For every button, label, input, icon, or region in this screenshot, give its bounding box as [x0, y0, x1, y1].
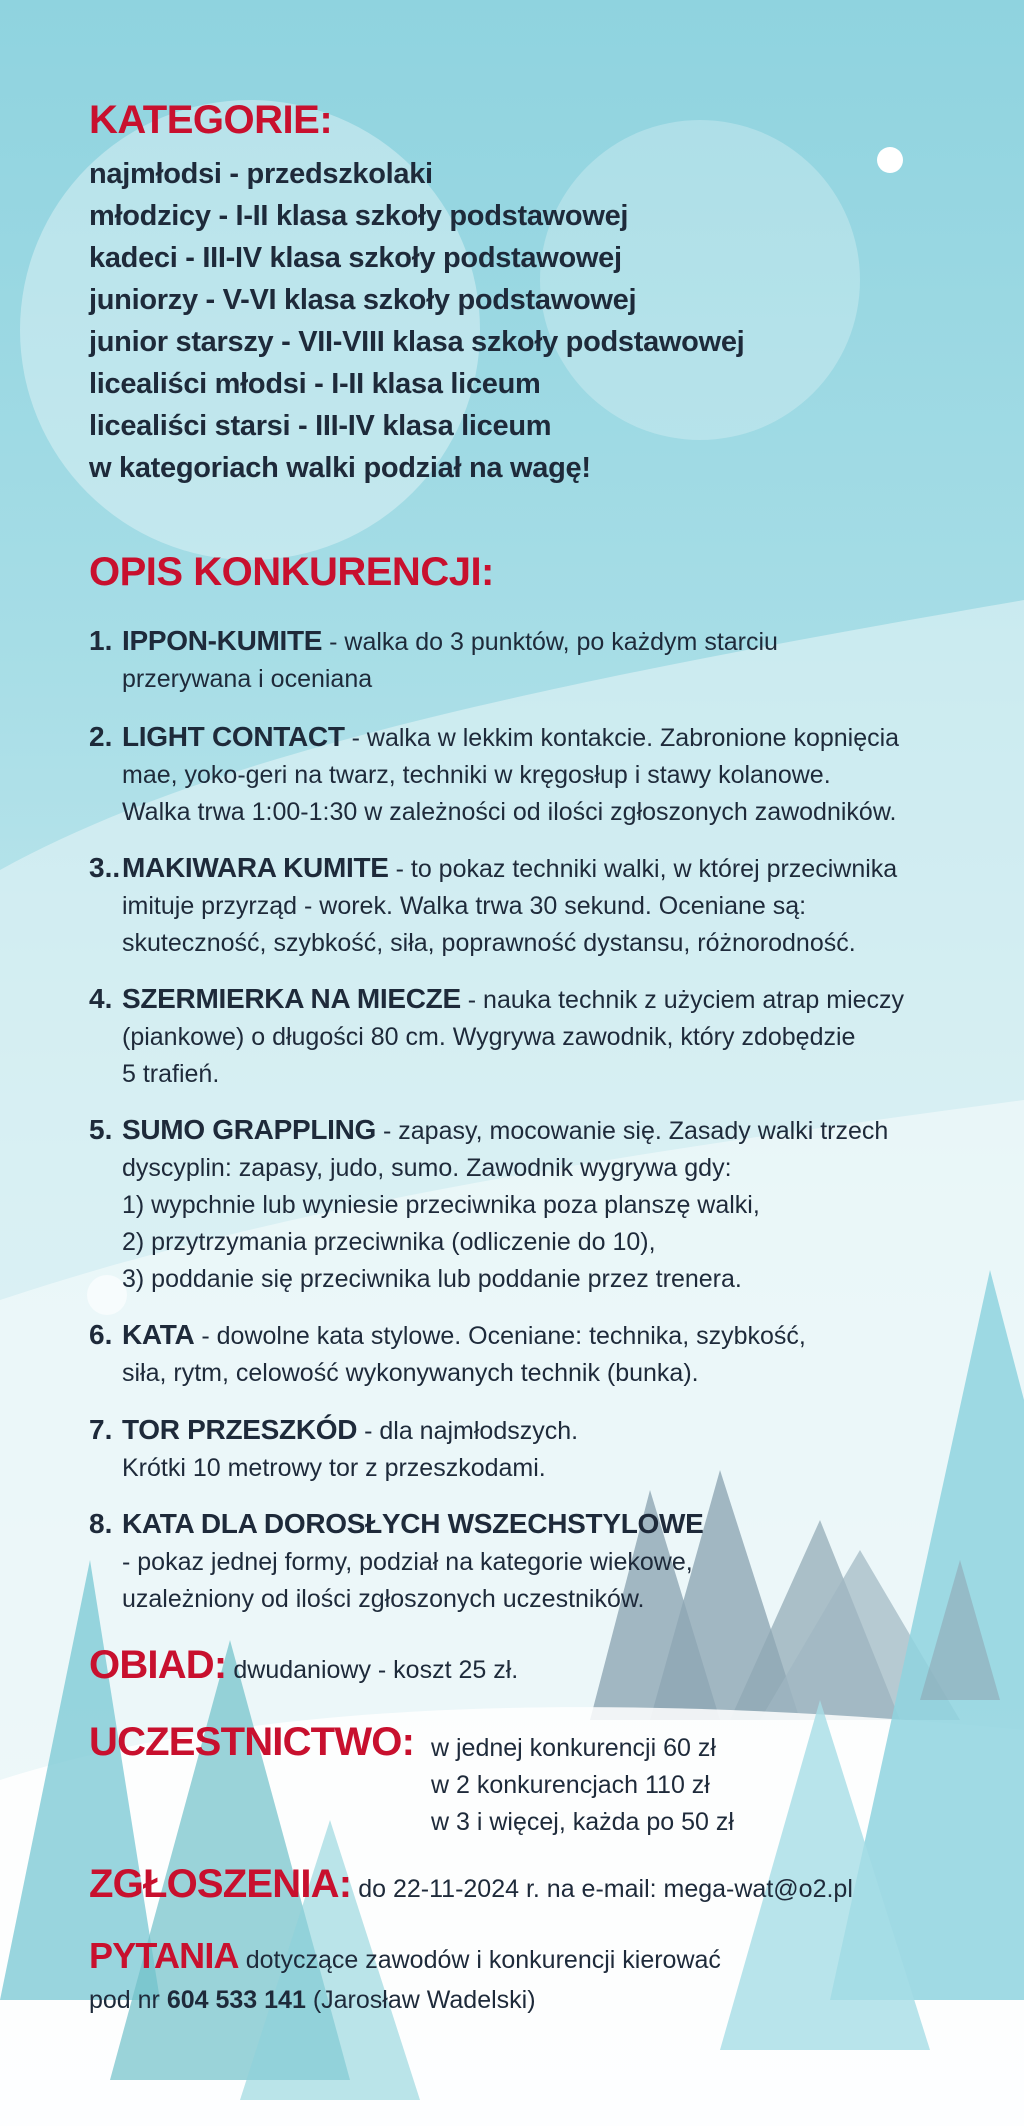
snowball-small [877, 147, 903, 173]
uczestnictwo-row [89, 1720, 414, 1765]
kategorie-title: KATEGORIE: [89, 98, 333, 142]
opis-item-6 [89, 1316, 806, 1392]
item-name: LIGHT CONTACT [122, 721, 345, 752]
obiad-label: OBIAD: [89, 1643, 227, 1687]
item-line: przerywana i oceniana [122, 665, 373, 693]
item-desc: - to pokaz techniki walki, w której przeciwnika [388, 855, 898, 883]
pytania-pre: pod nr [89, 1986, 167, 2014]
item-desc: - dowolne kata stylowe. Oceniane: technika, szybkość, [194, 1322, 806, 1350]
item-desc: - dla najmłodszych. [357, 1417, 579, 1445]
price-item: w 3 i więcej, każda po 50 zł [431, 1808, 734, 1836]
item-name: TOR PRZESZKÓD [122, 1414, 358, 1445]
kategoria-item: młodzicy - I-II klasa szkoły podstawowej [89, 200, 629, 232]
pytania-contact: (Jarosław Wadelski) [305, 1986, 536, 2014]
pytania-label: PYTANIA [89, 1935, 239, 1976]
opis-item-8 [89, 1505, 703, 1618]
kategoria-item: najmłodsi - przedszkolaki [89, 158, 433, 190]
opis-item-4 [89, 980, 904, 1093]
item-desc: - walka do 3 punktów, po każdym starciu [322, 628, 778, 656]
zgloszenia-label: ZGŁOSZENIA: [89, 1862, 352, 1906]
kategoria-item: kadeci - III-IV klasa szkoły podstawowej [89, 242, 622, 274]
item-name: SUMO GRAPPLING [122, 1114, 377, 1145]
item-number: 7. [89, 1414, 113, 1445]
item-line: 5 trafień. [122, 1060, 220, 1088]
item-line: 1) wypchnie lub wyniesie przeciwnika poza planszę walki, [122, 1191, 760, 1219]
price-item: w 2 konkurencjach 110 zł [431, 1771, 710, 1799]
uczestnictwo-label: UCZESTNICTWO: [89, 1720, 415, 1764]
item-line: Walka trwa 1:00-1:30 w zależności od ilości zgłoszonych zawodników. [122, 798, 897, 826]
item-line: dyscyplin: zapasy, judo, sumo. Zawodnik wygrywa gdy: [122, 1154, 732, 1182]
pytania-text: dotyczące zawodów i konkurencji kierować [238, 1946, 721, 1974]
obiad-row [89, 1643, 518, 1688]
opis-item-2 [89, 718, 899, 831]
item-line: uzależniony od ilości zgłoszonych uczestników. [122, 1585, 645, 1613]
item-line: 3) poddanie się przeciwnika lub poddanie przez trenera. [122, 1265, 742, 1293]
item-number: 8. [89, 1508, 113, 1539]
obiad-text: dwudaniowy - koszt 25 zł. [226, 1656, 519, 1684]
opis-title: OPIS KONKURENCJI: [89, 550, 494, 594]
opis-item-3 [89, 849, 897, 962]
item-number: 2. [89, 721, 113, 752]
kategorie-list [89, 153, 744, 489]
item-desc: - nauka technik z użyciem atrap mieczy [460, 986, 905, 1014]
item-name: IPPON-KUMITE [122, 625, 323, 656]
opis-item-7 [89, 1411, 578, 1487]
zgloszenia-row [89, 1862, 853, 1907]
kategoria-item: junior starszy - VII-VIII klasa szkoły podstawowej [89, 326, 745, 358]
kategoria-item: licealiści starsi - III-IV klasa liceum [89, 410, 552, 442]
item-line: (piankowe) o długości 80 cm. Wygrywa zawodnik, który zdobędzie [122, 1023, 856, 1051]
item-desc: - zapasy, mocowanie się. Zasady walki trzech [376, 1117, 889, 1145]
zgloszenia-text: do 22-11-2024 r. na e-mail: mega-wat@o2.pl [351, 1875, 853, 1903]
item-desc: - walka w lekkim kontakcie. Zabronione kopnięcia [344, 724, 900, 752]
item-name: MAKIWARA KUMITE [122, 852, 389, 883]
item-line: mae, yoko-geri na twarz, techniki w kręgosłup i stawy kolanowe. [122, 761, 831, 789]
item-number: 5. [89, 1114, 113, 1145]
item-name: KATA [122, 1319, 195, 1350]
item-number: 6. [89, 1319, 113, 1350]
item-line: siła, rytm, celowość wykonywanych technik (bunka). [122, 1359, 699, 1387]
item-number: 1. [89, 625, 113, 656]
item-name: KATA DLA DOROSŁYCH WSZECHSTYLOWE [122, 1508, 704, 1539]
item-line: 2) przytrzymania przeciwnika (odliczenie do 10), [122, 1228, 656, 1256]
kategoria-item: w kategoriach walki podział na wagę! [89, 452, 591, 484]
item-number: 4. [89, 983, 113, 1014]
kategoria-item: juniorzy - V-VI klasa szkoły podstawowej [89, 284, 637, 316]
price-list [431, 1730, 734, 1841]
price-item: w jednej konkurencji 60 zł [431, 1734, 716, 1762]
kategoria-item: licealiści młodsi - I-II klasa liceum [89, 368, 541, 400]
phone-number: 604 533 141 [166, 1986, 306, 2014]
pytania-block [89, 1936, 721, 2020]
item-line: - pokaz jednej formy, podział na kategorie wiekowe, [122, 1548, 693, 1576]
item-line: Krótki 10 metrowy tor z przeszkodami. [122, 1454, 546, 1482]
item-name: SZERMIERKA NA MIECZE [122, 983, 461, 1014]
item-line: imituje przyrząd - worek. Walka trwa 30 sekund. Oceniane są: [122, 892, 807, 920]
item-number: 3.. [89, 852, 121, 883]
opis-item-1 [89, 622, 778, 698]
opis-item-5 [89, 1111, 888, 1298]
item-line: skuteczność, szybkość, siła, poprawność dystansu, różnorodność. [122, 929, 856, 957]
